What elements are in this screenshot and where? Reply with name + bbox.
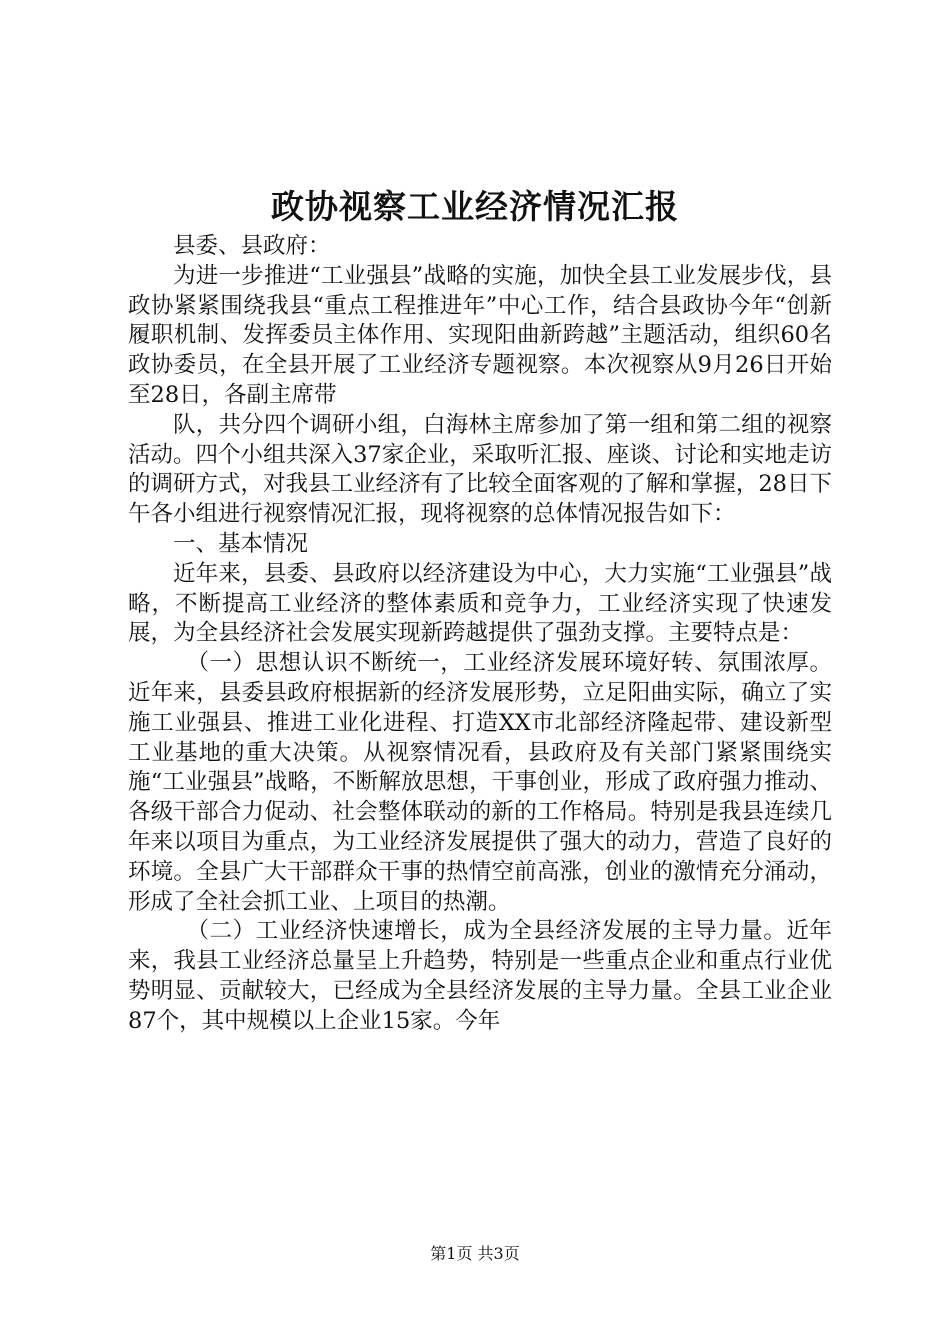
paragraph-intro: 为进一步推进“工业强县”战略的实施，加快全县工业发展步伐，县政协紧紧围绕我县“重点工程推进年”中心工作，结合县政协今年“创新履职机制、发挥委员主体作用、实现阳曲新跨越”主题活动，组织60名政协委员，在全县开展了工业经济专题视察。本次视察从9月26日开始至28日，各副主席带 (128, 262, 832, 408)
paragraph-point-two: （二）工业经济快速增长，成为全县经济发展的主导力量。近年来，我县工业经济总量呈上升趋势，特别是一些重点企业和重点行业优势明显、贡献较大，已经成为全县经济发展的主导力量。全县工业企业87个，其中规模以上企业15家。今年 (128, 918, 832, 1034)
page-number-footer: 第1页 共3页 (430, 1244, 520, 1263)
document-title: 政协视察工业经济情况汇报 (271, 187, 679, 226)
paragraph-point-one: （一）思想认识不断统一，工业经济发展环境好转、氛围浓厚。近年来，县委县政府根据新的经济发展形势，立足阳曲实际，确立了实施工业强县、推进工业化进程、打造XX市北部经济隆起带、建设新型工业基地的重大决策。从视察情况看，县政府及有关部门紧紧围绕实施“工业强县”战略，不断解放思想，干事创业，形成了政府强力推动、各级干部合力促动、社会整体联动的新的工作格局。特别是我县连续几年来以项目为重点，为工业经济发展提供了强大的动力，营造了良好的环境。全县广大干部群众干事的热情空前高涨，创业的激情充分涌动，形成了全社会抓工业、上项目的热潮。 (128, 650, 832, 915)
section-heading-basic: 一、基本情况 (173, 530, 309, 557)
paragraph-intro-continued: 队，共分四个调研小组，白海林主席参加了第一组和第二组的视察活动。四个小组共深入37家企业，采取听汇报、座谈、讨论和实地走访的调研方式，对我县工业经济有了比较全面客观的了解和掌握，28日下午各小组进行视察情况汇报，现将视察的总体情况报告如下： (128, 411, 832, 528)
document-body (128, 232, 832, 1037)
paragraph-overview: 近年来，县委、县政府以经济建设为中心，大力实施“工业强县”战略，不断提高工业经济的整体素质和竞争力，工业经济实现了快速发展，为全县经济社会发展实现新跨越提供了强劲支撑。主要特点是： (128, 560, 832, 647)
salutation: 县委、县政府： (173, 233, 331, 259)
